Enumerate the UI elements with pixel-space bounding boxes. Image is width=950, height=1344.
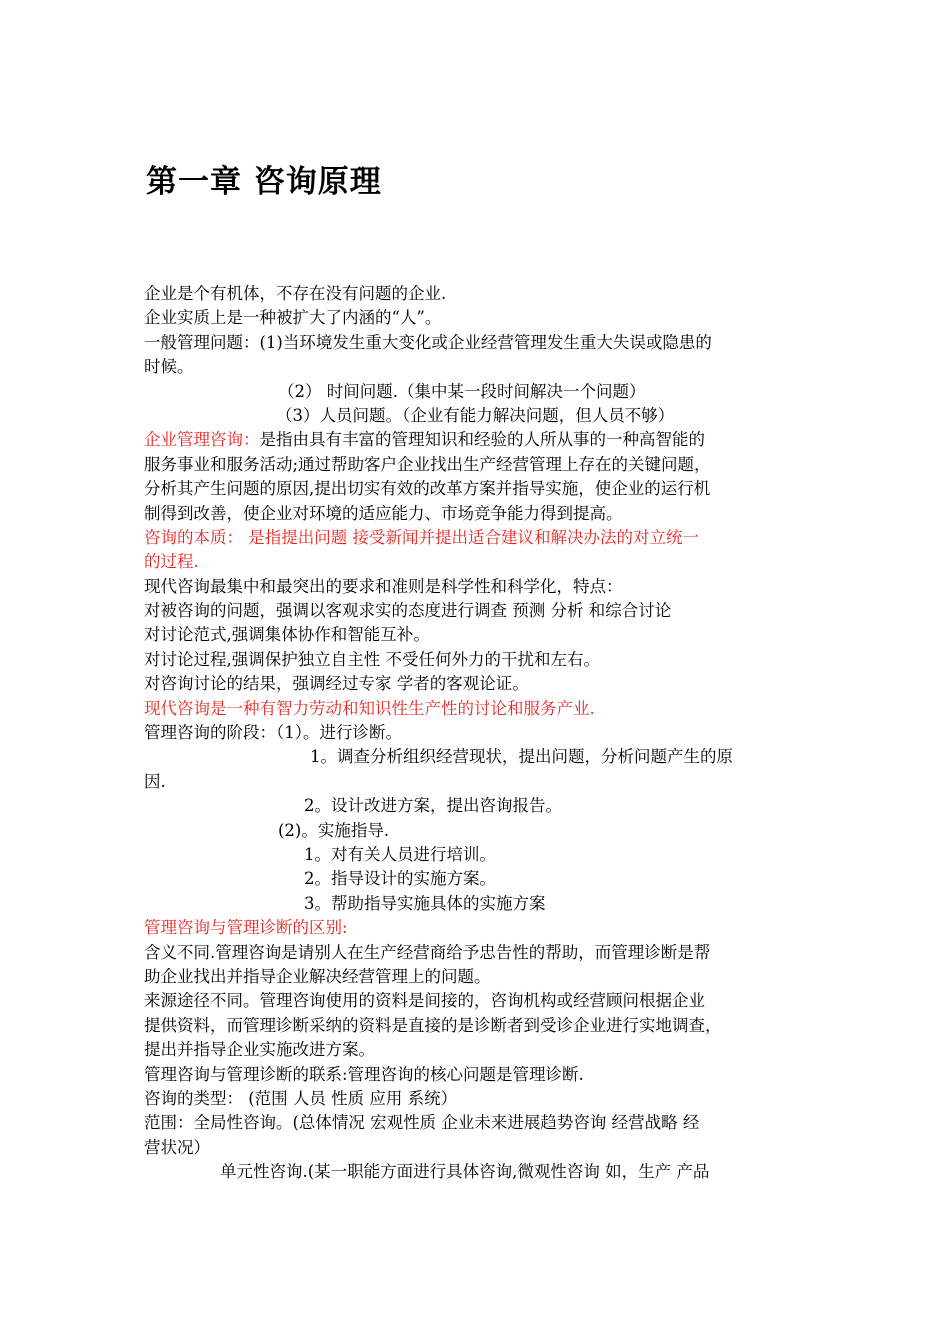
definition-text: 是指由具有丰富的管理知识和经验的人所从事的一种高智能的 [259,430,705,450]
paragraph-line: 2。指导设计的实施方案。 [304,869,496,889]
paragraph-line: 对咨询讨论的结果，强调经过专家 学者的客观论证。 [144,674,529,694]
paragraph-line: 含义不同.管理咨询是请别人在生产经营商给予忠告性的帮助，而管理诊断是帮 [144,942,711,962]
paragraph-line: 一般管理问题：(1)当环境发生重大变化或企业经营管理发生重大失误或隐患的 [144,332,712,352]
paragraph-line: （2） 时间问题.（集中某一段时间解决一个问题） [278,381,646,401]
paragraph-line: 单元性咨询.(某一职能方面进行具体咨询,微观性咨询 如，生产 产品 [220,1162,710,1182]
paragraph-line: 服务事业和服务活动;通过帮助客户企业找出生产经营管理上存在的关键问题， [144,454,711,474]
definition-term: 企业管理咨询： [144,430,260,450]
section-heading: 管理咨询与管理诊断的区别: [144,918,348,938]
paragraph-line: 咨询的类型： (范围 人员 性质 应用 系统） [144,1088,458,1108]
paragraph-line: 对讨论过程,强调保护独立自主性 不受任何外力的干扰和左右。 [144,649,600,669]
paragraph-line: 提供资料，而管理诊断采纳的资料是直接的是诊断者到受诊企业进行实地调查， [144,1015,722,1035]
paragraph-line: 分析其产生问题的原因,提出切实有效的改革方案并指导实施，使企业的运行机 [144,479,711,499]
paragraph-line: （3）人员问题。（企业有能力解决问题，但人员不够） [276,405,675,425]
paragraph-line: 管理咨询的阶段：（1）。进行诊断。 [144,723,402,743]
paragraph-line: 时候。 [144,357,194,377]
paragraph-line: 2。设计改进方案，提出咨询报告。 [304,796,562,816]
paragraph-line: 现代咨询最集中和最突出的要求和准则是科学性和科学化，特点： [144,576,623,596]
paragraph-line: (2)。实施指导. [278,820,390,840]
chapter-title: 第一章 咨询原理 [146,164,382,200]
paragraph-line: 对讨论范式,强调集体协作和智能互补。 [144,625,430,645]
highlight-line: 咨询的本质： 是指提出问题 接受新闻并提出适合建议和解决办法的对立统一 [144,527,699,547]
paragraph-line: 提出并指导企业实施改进方案。 [144,1040,375,1060]
paragraph-line: 营状况） [144,1137,210,1157]
paragraph-line: 助企业找出并指导企业解决经营管理上的问题。 [144,966,491,986]
paragraph-line: 3。帮助指导实施具体的实施方案 [304,893,546,913]
highlight-line: 现代咨询是一种有智力劳动和知识性生产性的讨论和服务产业. [144,698,595,718]
paragraph-line: 制得到改善，使企业对环境的适应能力、市场竞争能力得到提高。 [144,503,623,523]
paragraph-line: 范围：全局性咨询。(总体情况 宏观性质 企业未来进展趋势咨询 经营战略 经 [144,1113,700,1133]
body-text [144,282,816,1184]
paragraph-line: 企业是个有机体，不存在没有问题的企业. [144,284,447,303]
paragraph-line: 1。对有关人员进行培训。 [304,844,496,864]
paragraph-line: 管理咨询与管理诊断的联系:管理咨询的核心问题是管理诊断. [144,1064,584,1084]
paragraph-line: 1。调查分析组织经营现状，提出问题，分析问题产生的原 [310,747,733,767]
paragraph-line: 企业实质上是一种被扩大了内涵的“人”。 [144,308,442,328]
paragraph-line: 对被咨询的问题，强调以客观求实的态度进行调查 预测 分析 和综合讨论 [144,601,672,621]
paragraph-line: 因. [144,771,166,791]
paragraph-line: 来源途径不同。管理咨询使用的资料是间接的，咨询机构或经营顾问根据企业 [144,991,705,1011]
paragraph-line [144,428,816,452]
highlight-line: 的过程. [144,552,199,572]
